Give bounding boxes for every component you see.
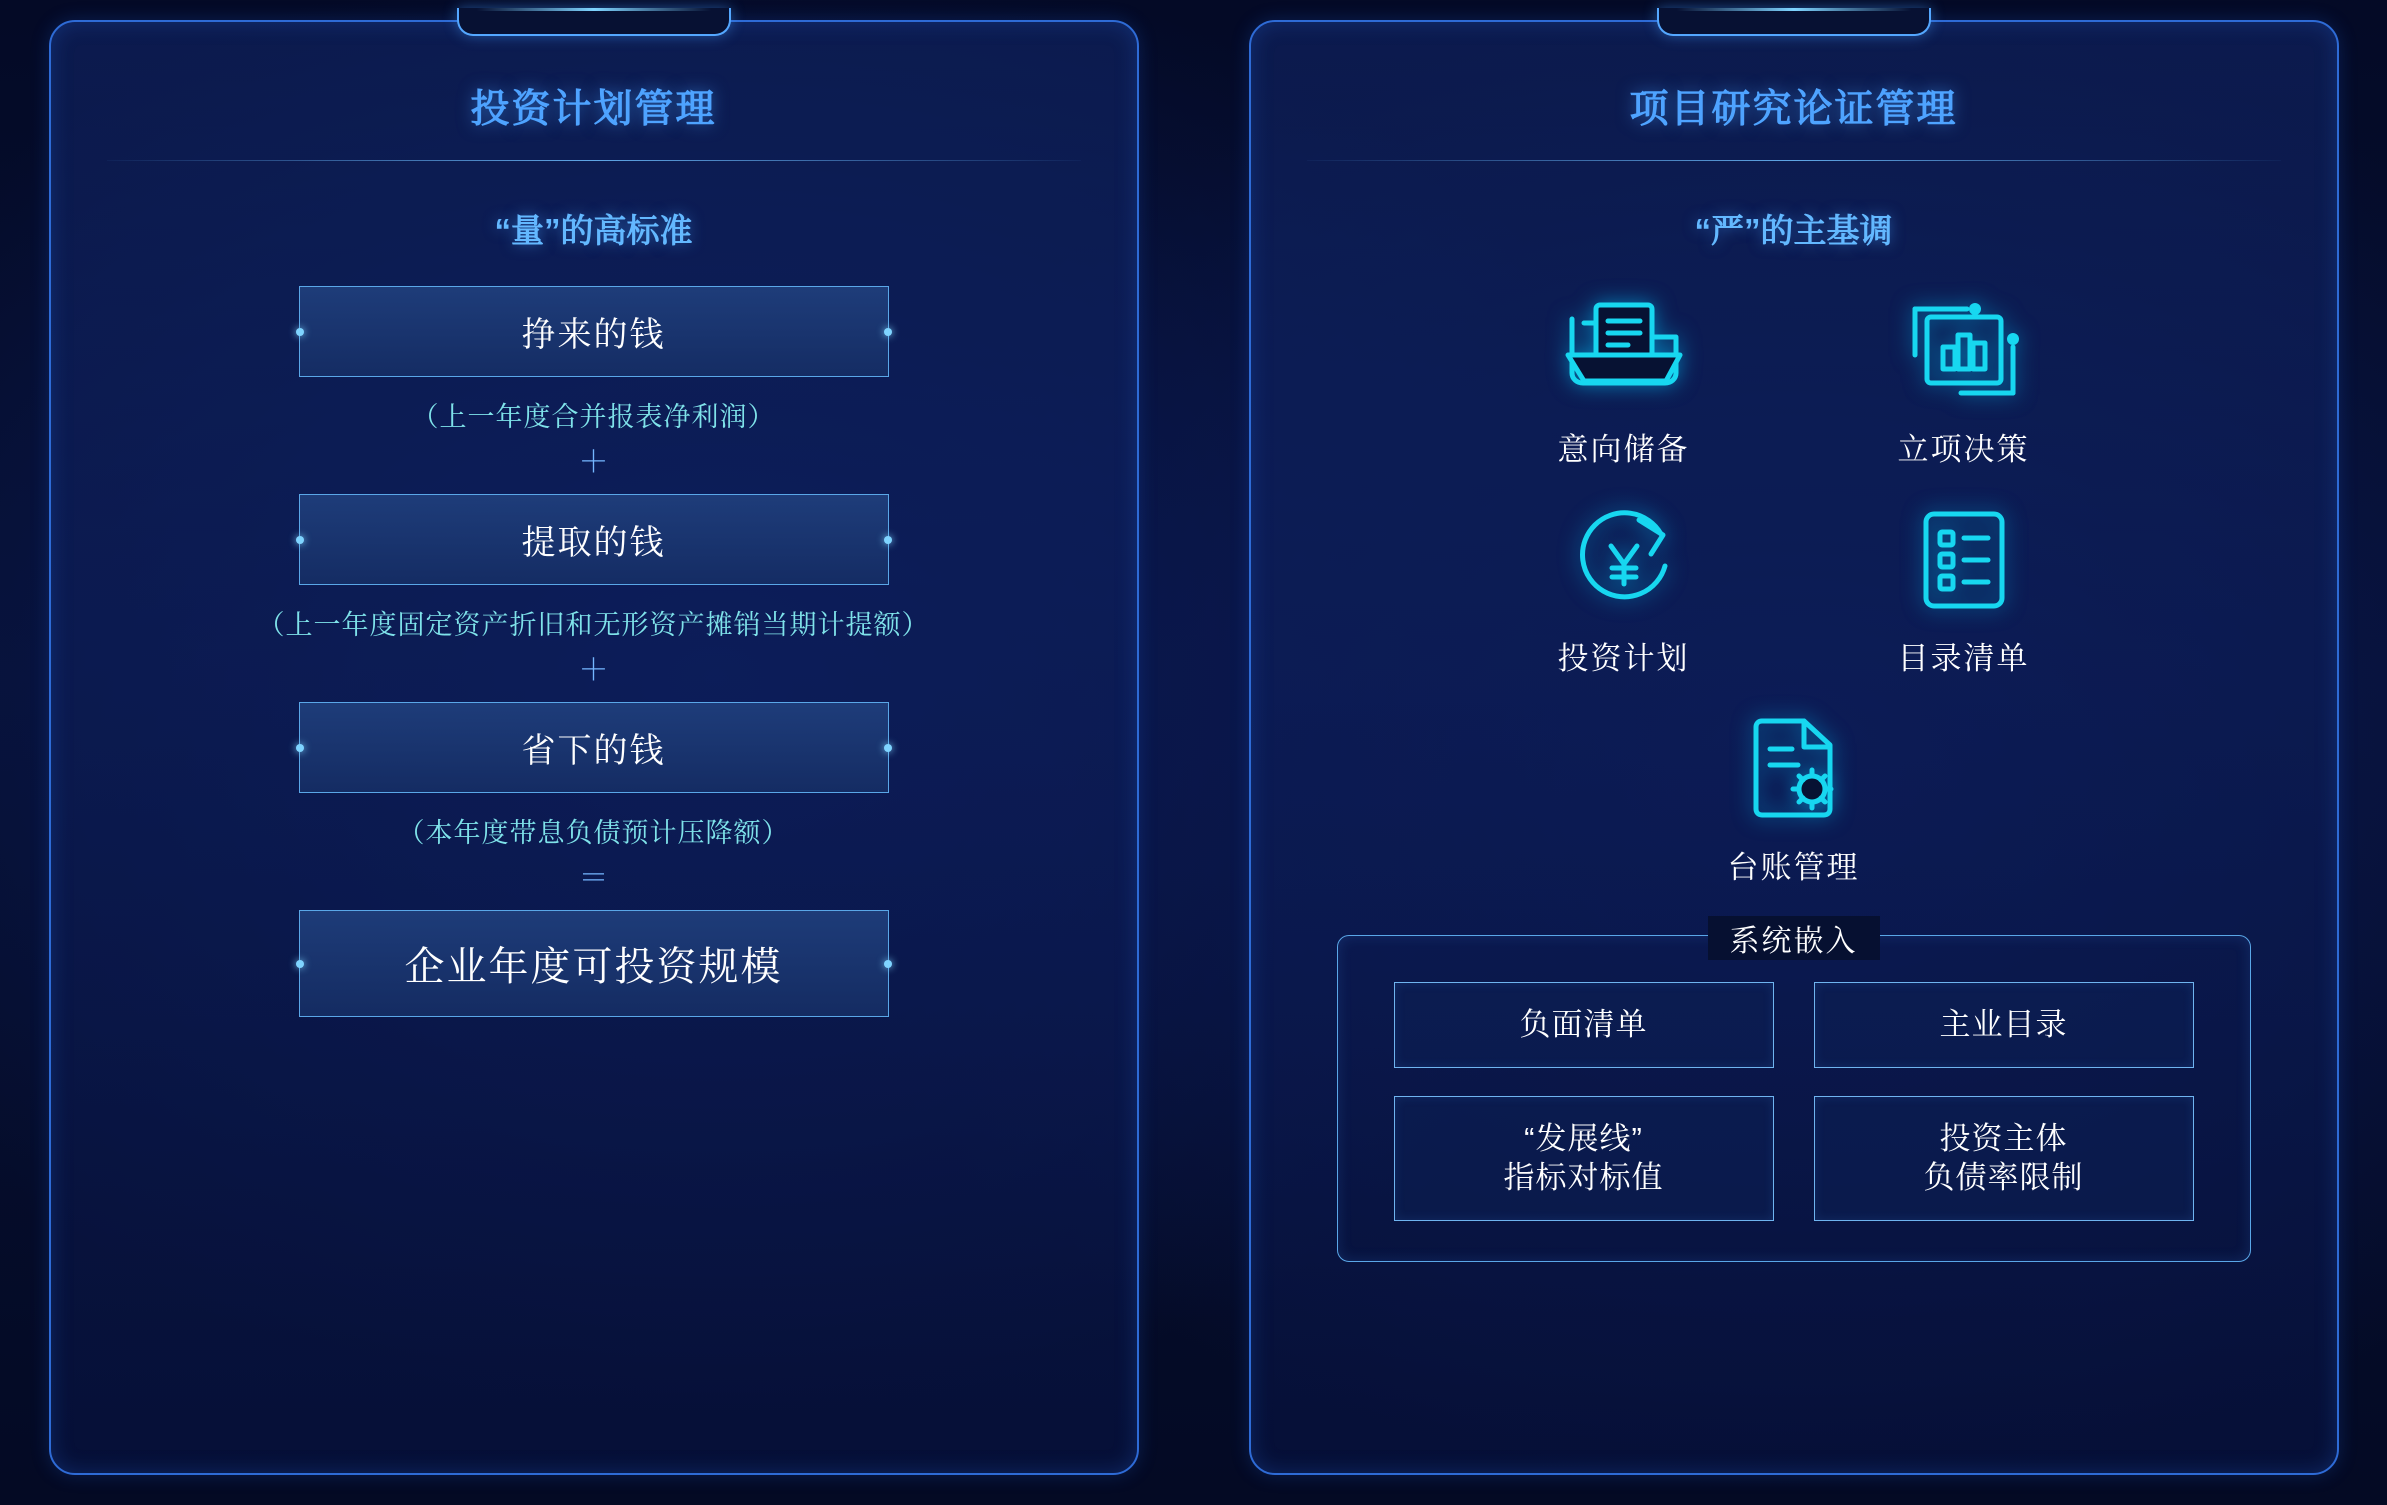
feature-item-catalog-list[interactable] [1814, 495, 2114, 678]
embed-item-investor-debt-limit[interactable] [1814, 1096, 2194, 1221]
panel-investment-plan [49, 20, 1139, 1475]
title-divider-right [1307, 160, 2281, 161]
feature-item-intent-reserve[interactable] [1474, 286, 1774, 469]
feature-label-catalog-list: 目录清单 [1897, 641, 2030, 676]
embed-item-negative-list[interactable] [1394, 982, 1774, 1068]
feature-label-investment-plan: 投资计划 [1557, 641, 1690, 676]
document-gear-icon [1644, 704, 1944, 834]
embed-item-development-line-line1: “发展线” [1524, 1120, 1643, 1156]
flow-operator-1: ＋ [578, 446, 609, 479]
embed-item-negative-list-line1: 负面清单 [1519, 1007, 1648, 1042]
flow-box-step-2: 提取的钱 [299, 494, 889, 585]
investment-formula-flow [107, 286, 1081, 1017]
embed-item-investor-debt-limit-line2: 负债率限制 [1923, 1160, 2084, 1196]
subtitle-left: “量”的高标准 [494, 212, 693, 249]
subtitle-right: “严”的主基调 [1694, 212, 1893, 249]
flow-note-step-1: （上一年度合并报表净利润） [411, 402, 776, 432]
flow-box-result: 企业年度可投资规模 [299, 910, 889, 1017]
feature-label-ledger-management: 台账管理 [1727, 850, 1860, 885]
flow-box-step-3: 省下的钱 [299, 702, 889, 793]
feature-item-approval-decision[interactable] [1814, 286, 2114, 469]
feature-label-approval-decision: 立项决策 [1897, 432, 2030, 467]
panel-notch-left [457, 8, 731, 36]
embed-item-investor-debt-limit-line1: 投资主体 [1939, 1120, 2068, 1156]
feature-icon-grid [1307, 286, 2281, 913]
flow-note-step-2: （上一年度固定资产折旧和无形资产摊销当期计提额） [257, 610, 930, 640]
embed-item-development-line[interactable] [1394, 1096, 1774, 1221]
system-embed-grid [1394, 982, 2194, 1221]
flow-box-step-1: 挣来的钱 [299, 286, 889, 377]
feature-label-intent-reserve: 意向储备 [1557, 432, 1690, 467]
flow-note-step-3: （本年度带息负债预计压降额） [397, 818, 790, 848]
page-title-right: 项目研究论证管理 [1629, 88, 1958, 131]
flow-operator-2: ＋ [578, 654, 609, 687]
yuan-refresh-icon [1474, 495, 1774, 625]
folder-document-icon [1474, 286, 1774, 416]
flow-operator-3: ＝ [578, 862, 609, 895]
title-divider-left [107, 160, 1081, 161]
feature-item-ledger-management[interactable] [1644, 704, 1944, 887]
system-embed-legend: 系统嵌入 [1708, 916, 1880, 960]
system-embed-group [1337, 925, 2251, 1262]
checklist-icon [1814, 495, 2114, 625]
panel-project-review [1249, 20, 2339, 1475]
embed-item-main-business-catalog-line1: 主业目录 [1939, 1007, 2068, 1042]
panel-notch-right [1657, 8, 1931, 36]
feature-item-investment-plan[interactable] [1474, 495, 1774, 678]
embed-item-development-line-line2: 指标对标值 [1503, 1160, 1664, 1196]
embed-item-main-business-catalog[interactable] [1814, 982, 2194, 1068]
bar-chart-icon [1814, 286, 2114, 416]
page-title-left: 投资计划管理 [470, 88, 717, 131]
